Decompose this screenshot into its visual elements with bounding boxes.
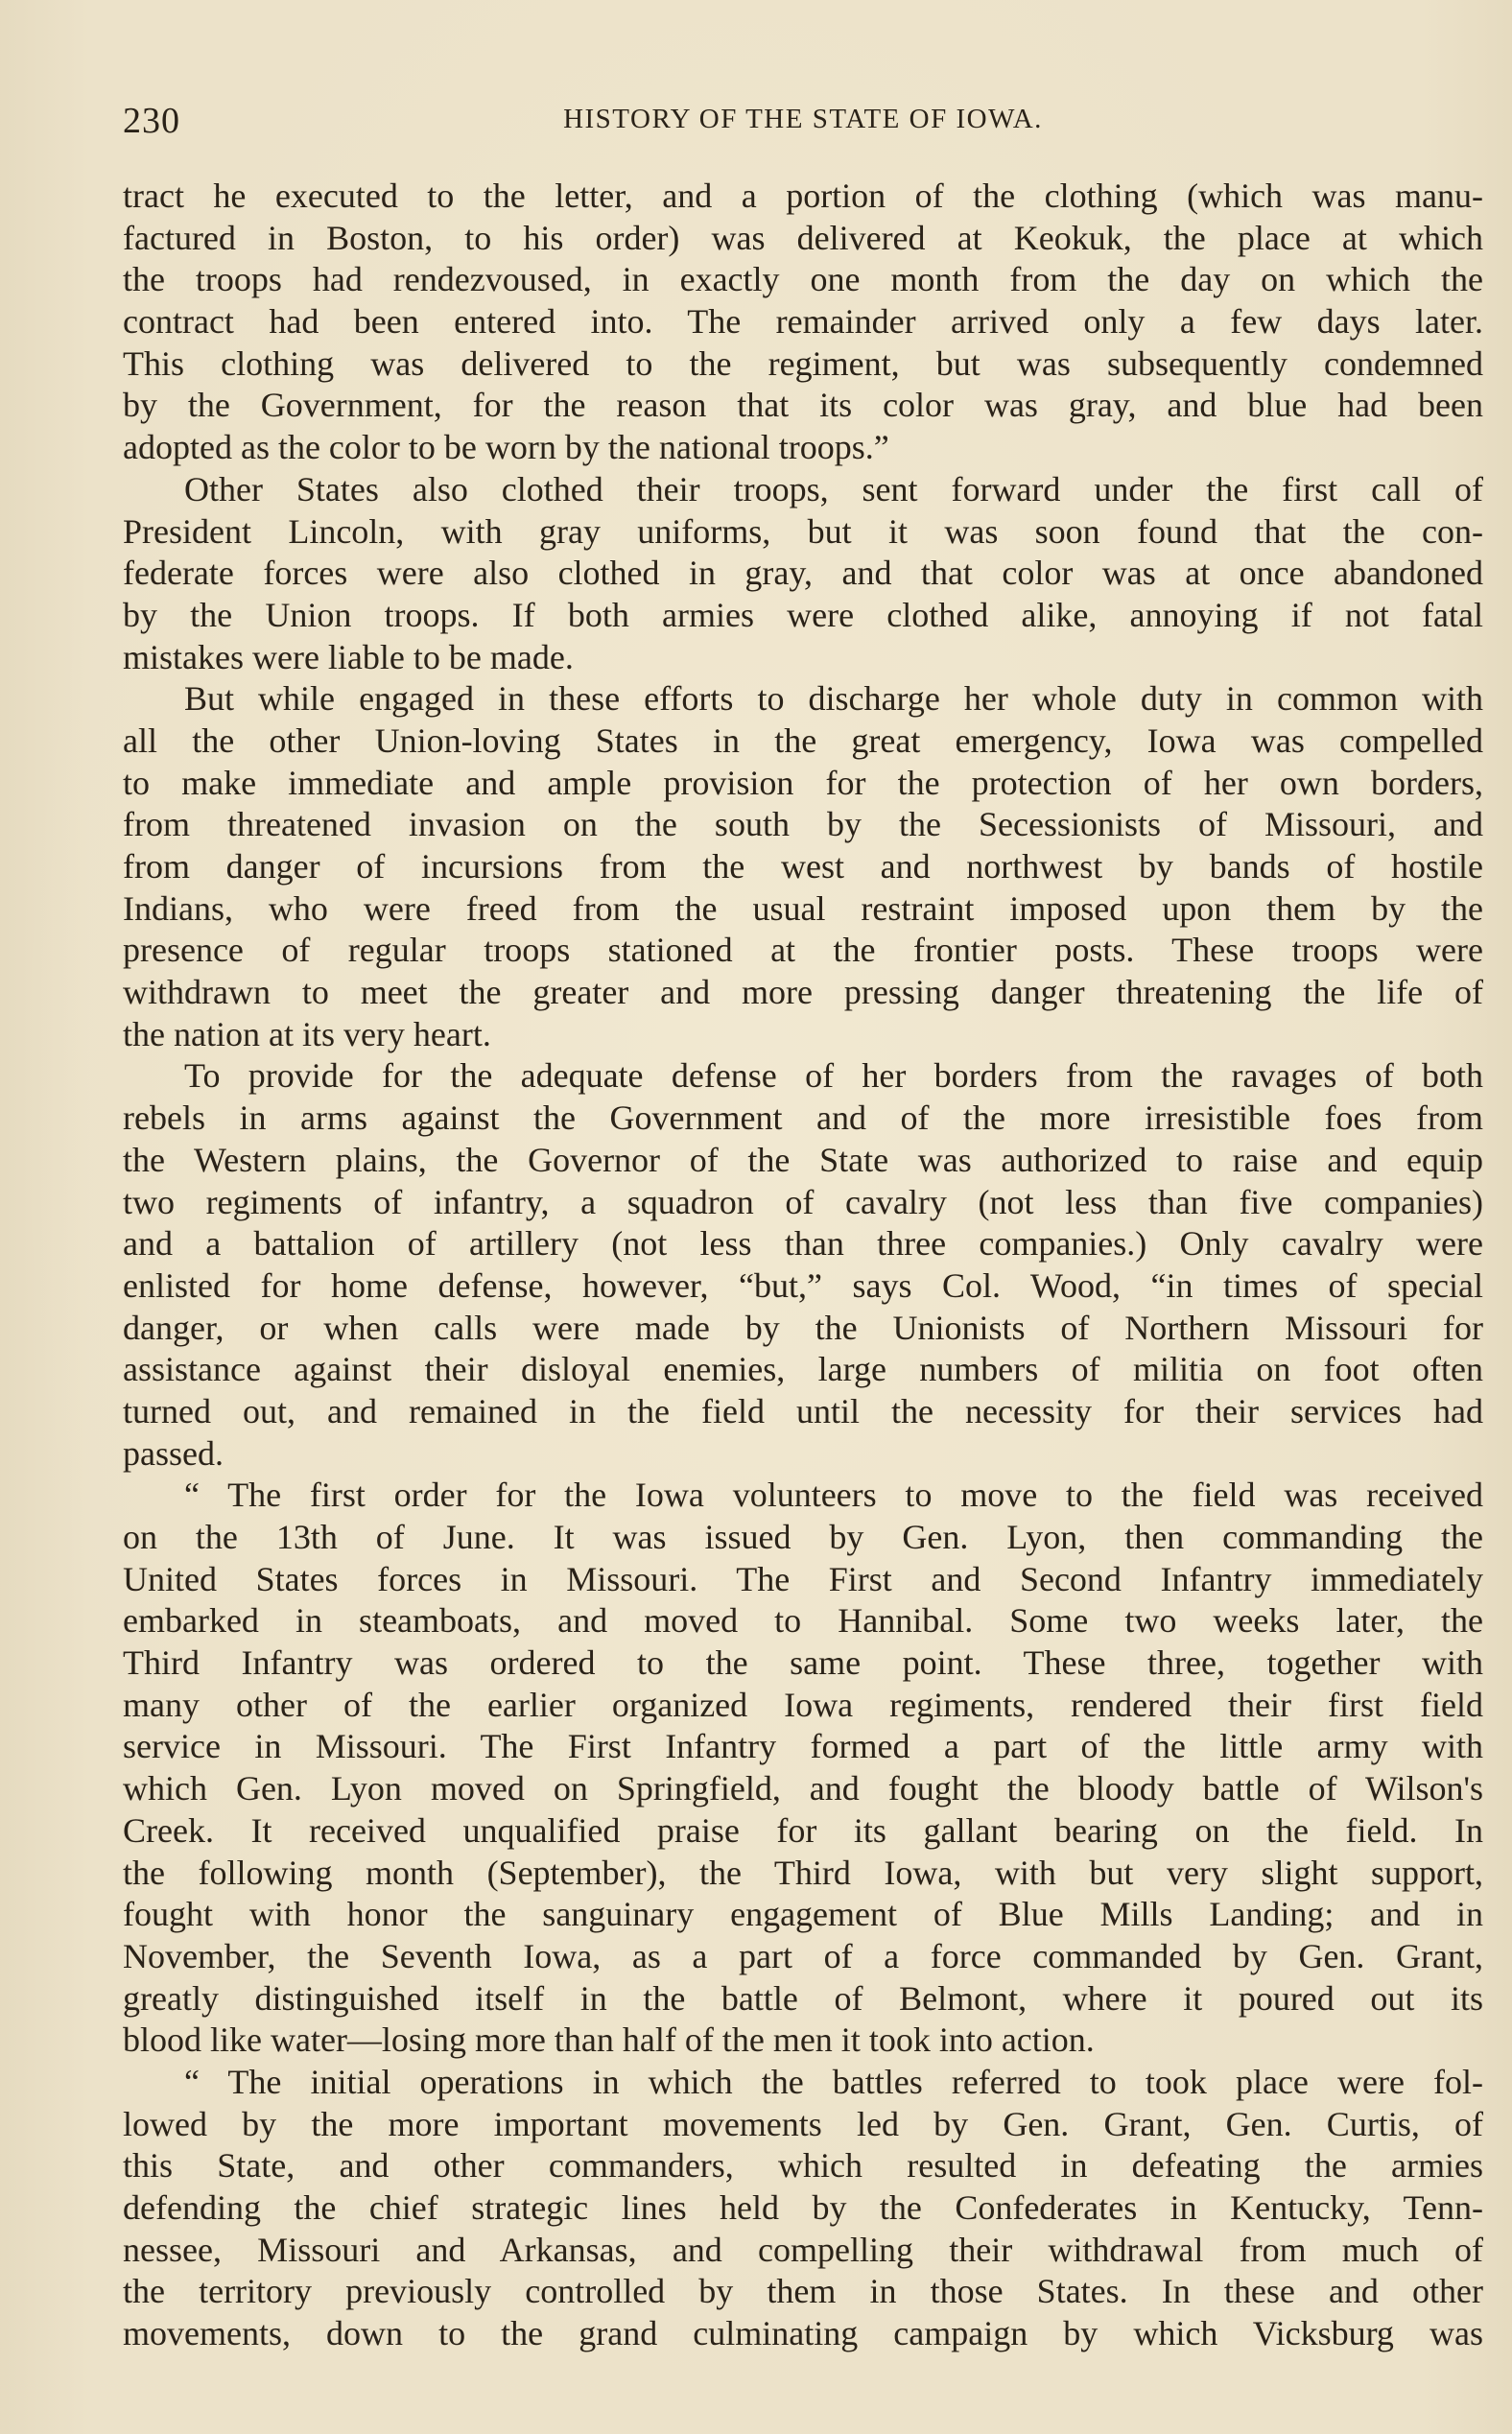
text-line: many other of the earlier organized Iowa regiments, rendered their first field — [123, 1685, 1483, 1724]
text-line: blood like water—losing more than half of the men it took into action. — [123, 2020, 1095, 2060]
text-line: embarked in steamboats, and moved to Hannibal. Some two weeks later, the — [123, 1601, 1483, 1641]
text-line: the troops had rendezvoused, in exactly one month from the day on which the — [123, 260, 1483, 299]
text-line: two regiments of infantry, a squadron of cavalry (not less than five companies) — [123, 1182, 1483, 1221]
text-line: lowed by the more important movements led by Gen. Grant, Gen. Curtis, of — [123, 2104, 1483, 2143]
text-line: Indians, who were freed from the usual restraint imposed upon them by the — [123, 888, 1483, 928]
text-line: tract he executed to the letter, and a portion of the clothing (which was manu- — [123, 177, 1483, 215]
text-line: Creek. It received unqualified praise for its gallant bearing on the field. In — [123, 1810, 1483, 1850]
text-line: and a battalion of artillery (not less than three companies.) Only cavalry were — [123, 1224, 1483, 1264]
text-line: service in Missouri. The First Infantry formed a part of the little army with — [123, 1727, 1483, 1766]
text-line: on the 13th of June. It was issued by Gen. Lyon, then commanding the — [123, 1518, 1483, 1556]
text-line: the Western plains, the Governor of the State was authorized to raise and equip — [123, 1140, 1483, 1179]
text-line: by the Government, for the reason that its color was gray, and blue had been — [123, 386, 1483, 425]
text-line: assistance against their disloyal enemies, large numbers of militia on foot often — [123, 1350, 1483, 1389]
text-line: mistakes were liable to be made. — [123, 637, 574, 676]
text-line: from threatened invasion on the south by the Secessionists of Missouri, and — [123, 805, 1483, 844]
body-text — [123, 176, 1483, 2355]
text-line: the following month (September), the Third Iowa, with but very slight support, — [123, 1853, 1483, 1892]
text-line: factured in Boston, to his order) was delivered at Keokuk, the place at which — [123, 218, 1483, 257]
text-line: defending the chief strategic lines held by the Confederates in Kentucky, Tenn- — [123, 2188, 1483, 2227]
text-line: movements, down to the grand culminating campaign by which Vicksburg was — [123, 2314, 1483, 2353]
page-number: 230 — [123, 101, 180, 141]
text-line: Third Infantry was ordered to the same point. These three, together with — [123, 1643, 1483, 1683]
text-line: United States forces in Missouri. The First and Second Infantry immediately — [123, 1559, 1483, 1598]
text-line: danger, or when calls were made by the Unionists of Northern Missouri for — [123, 1308, 1483, 1347]
text-line: But while engaged in these efforts to discharge her whole duty in common with — [184, 679, 1483, 719]
text-line: withdrawn to meet the greater and more pressing danger threatening the life of — [123, 973, 1483, 1012]
text-line: turned out, and remained in the field until the necessity for their services had — [123, 1391, 1483, 1430]
text-line: passed. — [123, 1433, 224, 1473]
text-line: To provide for the adequate defense of her borders from the ravages of both — [184, 1056, 1483, 1096]
text-line: by the Union troops. If both armies were clothed alike, annoying if not fatal — [123, 595, 1483, 634]
text-line: which Gen. Lyon moved on Springfield, and fought the bloody battle of Wilson's — [123, 1769, 1483, 1808]
text-line: enlisted for home defense, however, “but,” says Col. Wood, “in times of special — [123, 1265, 1483, 1305]
text-line: President Lincoln, with gray uniforms, but it was soon found that the con- — [123, 511, 1483, 551]
text-line: the territory previously controlled by them in those States. In these and other — [123, 2272, 1483, 2311]
page-header — [123, 100, 1483, 148]
text-line: the nation at its very heart. — [123, 1014, 491, 1053]
text-line: adopted as the color to be worn by the national troops.” — [123, 428, 889, 467]
text-line: contract had been entered into. The remainder arrived only a few days later. — [123, 302, 1483, 342]
text-line: from danger of incursions from the west and northwest by bands of hostile — [123, 847, 1483, 886]
text-line: presence of regular troops stationed at the frontier posts. These troops were — [123, 931, 1483, 970]
text-line: “ The initial operations in which the battles referred to took place were fol- — [184, 2062, 1483, 2101]
text-line: this State, and other commanders, which resulted in defeating the armies — [123, 2146, 1483, 2186]
text-line: to make immediate and ample provision for the protection of her own borders, — [123, 763, 1483, 802]
text-line: November, the Seventh Iowa, as a part of a force commanded by Gen. Grant, — [123, 1936, 1483, 1975]
text-line: federate forces were also clothed in gray, and that color was at once abandoned — [123, 554, 1483, 593]
text-line: This clothing was delivered to the regiment, but was subsequently condemned — [123, 343, 1483, 383]
text-line: “ The first order for the Iowa volunteers to move to the field was received — [184, 1476, 1483, 1515]
running-head: HISTORY OF THE STATE OF IOWA. — [563, 104, 1043, 134]
text-line: all the other Union-loving States in the great emergency, Iowa was compelled — [123, 721, 1483, 760]
text-line: greatly distinguished itself in the battle of Belmont, where it poured out its — [123, 1978, 1483, 2018]
text-line: rebels in arms against the Government and of the more irresistible foes from — [123, 1099, 1483, 1138]
text-line: fought with honor the sanguinary engagement of Blue Mills Landing; and in — [123, 1895, 1483, 1934]
text-line: Other States also clothed their troops, sent forward under the first call of — [184, 469, 1483, 508]
text-line: nessee, Missouri and Arkansas, and compelling their withdrawal from much of — [123, 2230, 1483, 2269]
